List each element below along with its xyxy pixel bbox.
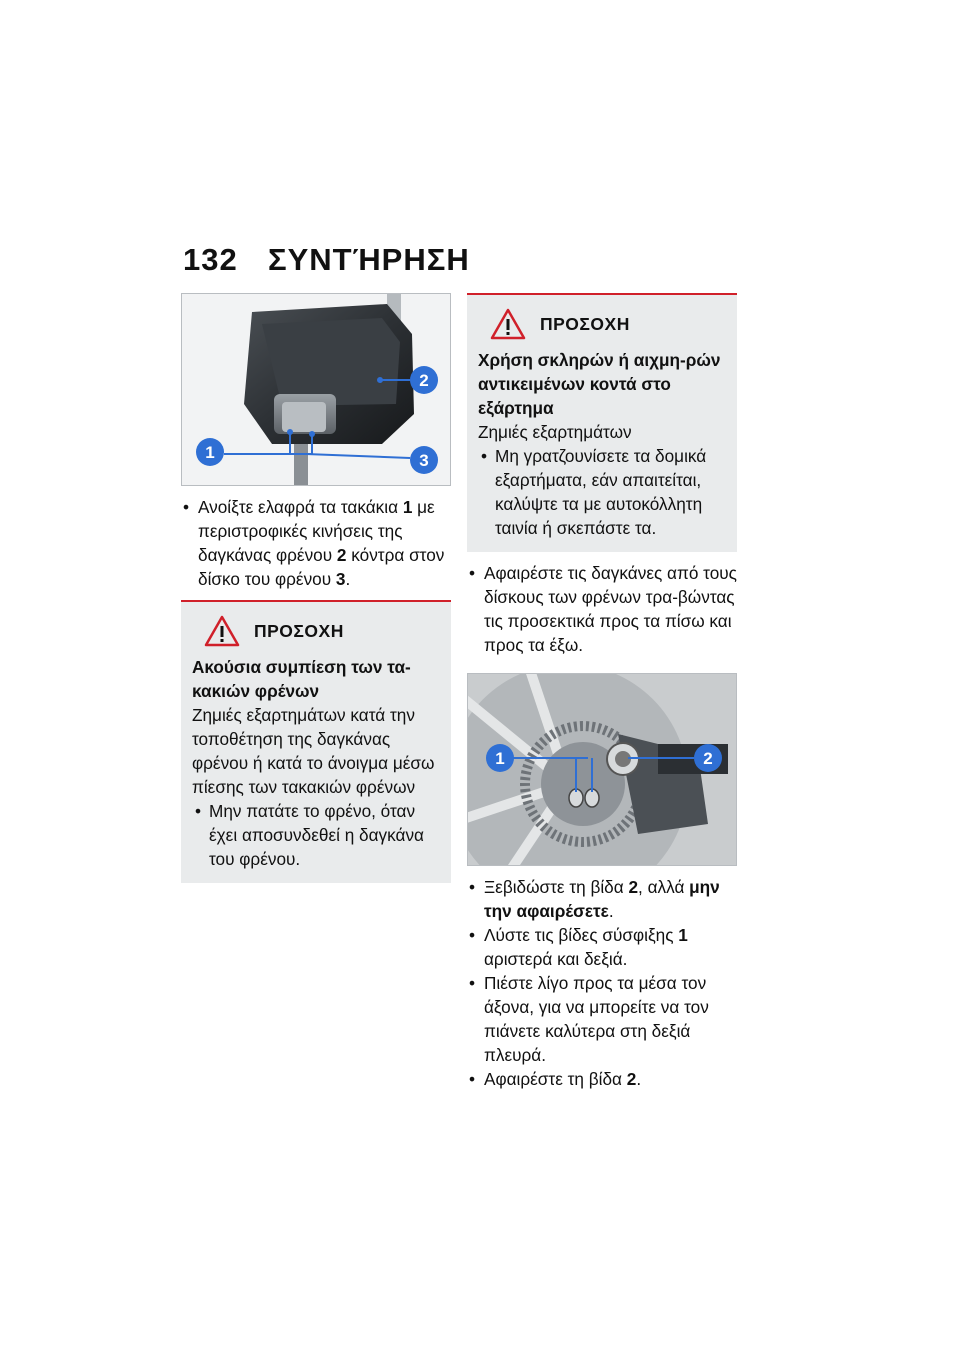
step-loosen: • Λύστε τις βίδες σύσφιξης 1 αριστερά και δεξιά. <box>467 923 737 971</box>
figure-label-1: 1 <box>205 443 215 462</box>
warning-box <box>467 295 737 552</box>
warning-bullet: • Μην πατάτε το φρένο, όταν έχει αποσυνδεθεί η δαγκάνα του φρένου. <box>192 799 440 871</box>
figure-label-2: 2 <box>419 371 429 390</box>
warning-title: ΠΡΟΣΟΧΗ <box>540 313 630 334</box>
warning-triangle-icon <box>204 615 240 647</box>
step-unscrew: • Ξεβιδώστε τη βίδα 2, αλλά μην την αφαιρέσετε. <box>467 875 737 923</box>
figure-label-3: 3 <box>419 451 429 470</box>
brake-caliper-illustration <box>182 294 451 486</box>
warning-header <box>490 308 726 340</box>
warning-subtitle: Ακούσια συμπίεση των τα-κακιών φρένων <box>192 657 411 701</box>
page-number: 132 <box>183 242 238 277</box>
warning-bullets <box>478 444 726 540</box>
warning-bullets <box>192 799 440 871</box>
brake-caliper-figure <box>181 293 451 486</box>
warning-title: ΠΡΟΣΟΧΗ <box>254 620 344 641</box>
warning-triangle-icon <box>490 308 526 340</box>
warning-box <box>181 602 451 883</box>
warning-subtitle: Χρήση σκληρών ή αιχμη-ρών αντικειμένων κοντά στο εξάρτημα <box>478 350 721 418</box>
page-header <box>183 242 470 278</box>
front-axle-illustration <box>468 674 737 866</box>
front-axle-figure <box>467 673 737 866</box>
step-push-axle: • Πιέστε λίγο προς τα μέσα τον άξονα, για να μπορείτε να τον πιάνετε καλύτερα στη δεξιά πλευρά. <box>467 971 737 1067</box>
step-open-pads: • Ανοίξτε ελαφρά τα τακάκια 1 με περιστροφικές κινήσεις της δαγκάνας φρένου 2 κόντρα στον δίσκο του φρένου 3. <box>181 495 451 591</box>
step-remove-screw: • Αφαιρέστε τη βίδα 2. <box>467 1067 737 1091</box>
left-steps <box>181 495 451 591</box>
right-steps-bottom <box>467 875 737 1091</box>
warning-header <box>204 615 440 647</box>
figure-label-2: 2 <box>703 749 713 768</box>
right-column <box>467 293 737 1091</box>
warning-bullet: • Μη γρατζουνίσετε τα δομικά εξαρτήματα, εάν απαιτείται, καλύψτε τα με αυτοκόλλητη ταινία ή σκεπάστε τα. <box>478 444 726 540</box>
right-steps-top <box>467 561 737 657</box>
figure-label-1: 1 <box>495 749 505 768</box>
step-remove-caliper: • Αφαιρέστε τις δαγκάνες από τους δίσκους των φρένων τρα-βώντας τις προσεκτικά προς τα πίσω και προς τα έξω. <box>467 561 737 657</box>
left-column <box>181 293 451 883</box>
warning-body: Ζημιές εξαρτημάτων κατά την τοποθέτηση της δαγκάνας φρένου ή κατά το άνοιγμα μέσω πίεσης των τακακιών φρένων <box>192 705 435 797</box>
warning-body: Ζημιές εξαρτημάτων <box>478 422 632 442</box>
page-title: ΣΥΝΤΉΡΗΣΗ <box>268 242 470 277</box>
